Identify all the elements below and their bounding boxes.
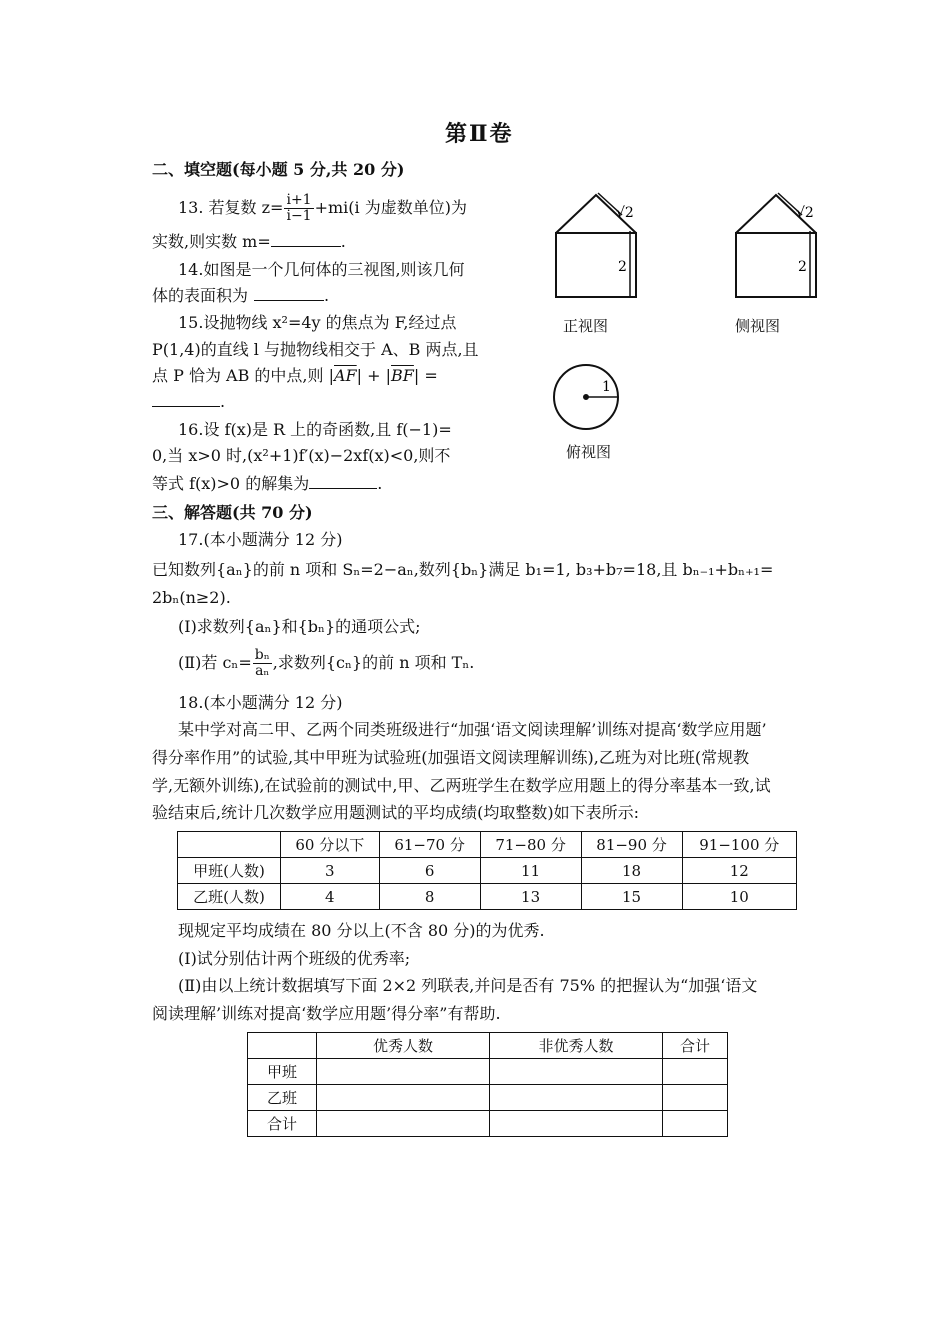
q17-part2-post: ,求数列{cₙ}的前 n 项和 Tₙ. [272,653,475,672]
q15-line3-pre: 点 P 恰为 AB 的中点,则 | [152,366,334,385]
table-cell: 4 [281,884,380,910]
top-view-center-dot [584,395,588,399]
front-view-label: 正视图 [563,317,609,335]
q13-text-pre: 13. 若复数 z= [178,198,284,217]
question-17-part2 [178,648,474,679]
question-18-part2-line1: (Ⅱ)由以上统计数据填写下面 2×2 列联表,并问是否有 75% 的把握认为“加强‘语文 [178,976,758,995]
table-cell-blank[interactable] [317,1085,490,1111]
table-cell-blank[interactable] [490,1111,663,1137]
q13-line2-text: 实数,则实数 m= [152,232,271,251]
table-cell: 15 [581,884,682,910]
table-cell: 18 [581,858,682,884]
question-16-line2: 0,当 x>0 时,(x²+1)f′(x)−2xf(x)<0,则不 [152,446,451,465]
table-header-cell: 91−100 分 [682,832,796,858]
score-distribution-table [177,831,797,910]
question-15-line1: 15.设抛物线 x²=4y 的焦点为 F,经过点 [178,313,457,332]
q14-answer-blank[interactable] [254,286,324,301]
table-row [248,1111,728,1137]
question-18-para-line2: 得分率作用”的试验,其中甲班为试验班(加强语文阅读理解训练),乙班为对比班(常规教 [152,748,750,767]
table-row [248,1085,728,1111]
table-cell: 合计 [248,1111,317,1137]
table-header-cell [178,832,281,858]
vector-af: $\overline{AF}$ [334,366,357,385]
table-cell: 11 [480,858,581,884]
q16-answer-blank[interactable] [309,474,377,489]
table-cell: 3 [281,858,380,884]
table-cell: 乙班 [248,1085,317,1111]
front-view-sqrt2-label: √2 [616,205,634,221]
table-cell-blank[interactable] [663,1085,728,1111]
vector-bf: $\overline{BF}$ [391,366,414,385]
table-cell-blank[interactable] [490,1059,663,1085]
table-cell-blank[interactable] [663,1059,728,1085]
table-header-cell: 合计 [663,1033,728,1059]
table-header-cell: 61−70 分 [379,832,480,858]
q17-part2-pre: (Ⅱ)若 cₙ= [178,653,252,672]
page-title: 第Ⅱ卷 [445,121,514,147]
table-header-cell: 60 分以下 [281,832,380,858]
table-cell: 13 [480,884,581,910]
q14-end: . [324,286,330,305]
table-header-row [248,1033,728,1059]
question-15-line2: P(1,4)的直线 l 与抛物线相交于 A、B 两点,且 [152,340,479,359]
top-view-label: 俯视图 [566,443,612,461]
table-cell: 甲班(人数) [178,858,281,884]
contingency-table [247,1032,728,1137]
table-header-cell: 71−80 分 [480,832,581,858]
table-cell: 乙班(人数) [178,884,281,910]
q15-line3-mid: | + | [356,366,392,385]
question-18-after-table: 现规定平均成绩在 80 分以上(不含 80 分)的为优秀. [178,921,545,940]
question-18-para-line4: 验结束后,统计几次数学应用题测试的平均成绩(均取整数)如下表所示: [152,803,639,822]
question-15-line3 [152,366,438,386]
table-header-cell [248,1033,317,1059]
q13-fraction-numerator: i+1 [286,192,312,208]
question-18-para-line1: 某中学对高二甲、乙两个同类班级进行“加强‘语文阅读理解’训练对提高‘数学应用题’ [178,720,767,739]
question-18-para-line3: 学,无额外训练),在试验前的测试中,甲、乙两班学生在数学应用题上的得分率基本一致,试 [152,776,771,795]
q16-line3-text: 等式 f(x)>0 的解集为 [152,474,310,493]
question-18-part1: (Ⅰ)试分别估计两个班级的优秀率; [178,949,411,968]
top-view-drawing [554,365,618,429]
q13-fraction [284,193,313,224]
q16-end: . [377,474,383,493]
question-17-header: 17.(本小题满分 12 分) [178,530,343,549]
question-15-line4 [152,392,225,412]
top-view-radius-label: 1 [602,379,611,395]
table-row [178,884,797,910]
table-cell: 12 [682,858,796,884]
question-14-line2 [152,286,329,306]
table-header-cell: 优秀人数 [317,1033,490,1059]
table-cell: 甲班 [248,1059,317,1085]
question-17-line2: 2bₙ(n≥2). [152,588,231,607]
section-answer-heading: 三、解答题(共 70 分) [152,503,313,522]
table-cell-blank[interactable] [490,1085,663,1111]
table-cell-blank[interactable] [317,1059,490,1085]
q15-line3-post: | = [413,366,438,385]
side-view-sqrt2-label: √2 [796,205,814,221]
table-cell: 10 [682,884,796,910]
q13-end: . [340,232,346,251]
table-header-row [178,832,797,858]
table-row [248,1059,728,1085]
q15-answer-blank[interactable] [152,392,220,407]
q13-text-post: +mi(i 为虚数单位)为 [314,198,467,217]
section-fill-in-heading: 二、填空题(每小题 5 分,共 20 分) [152,160,405,179]
question-13-line2 [152,232,346,252]
q13-fraction-denominator: i−1 [286,208,312,224]
front-view-height-label: 2 [618,259,627,275]
q17-fraction-numerator: bₙ [254,647,270,663]
q14-line2-text: 体的表面积为 [152,286,249,305]
q17-fraction-denominator: aₙ [255,663,270,679]
q13-answer-blank[interactable] [271,232,341,247]
table-cell-blank[interactable] [663,1111,728,1137]
table-header-cell: 81−90 分 [581,832,682,858]
question-14-line1: 14.如图是一个几何体的三视图,则该几何 [178,260,465,279]
side-view-height-label: 2 [798,259,807,275]
question-18-header: 18.(本小题满分 12 分) [178,693,343,712]
question-17-line1: 已知数列{aₙ}的前 n 项和 Sₙ=2−aₙ,数列{bₙ}满足 b₁=1, b₃+b₇=18,且 bₙ₋₁+bₙ₊₁= [152,560,774,579]
question-16-line1: 16.设 f(x)是 R 上的奇函数,且 f(−1)= [178,420,452,439]
question-18-part2-line2: 阅读理解’训练对提高‘数学应用题’得分率”有帮助. [152,1004,501,1023]
table-cell: 8 [379,884,480,910]
table-cell: 6 [379,858,480,884]
table-row [178,858,797,884]
q15-end: . [220,392,226,411]
q17-fraction [253,648,272,679]
question-17-part1: (Ⅰ)求数列{aₙ}和{bₙ}的通项公式; [178,617,421,636]
question-16-line3 [152,474,382,494]
table-header-cell: 非优秀人数 [490,1033,663,1059]
question-13-line1 [178,193,467,224]
side-view-label: 侧视图 [735,317,781,335]
table-cell-blank[interactable] [317,1111,490,1137]
